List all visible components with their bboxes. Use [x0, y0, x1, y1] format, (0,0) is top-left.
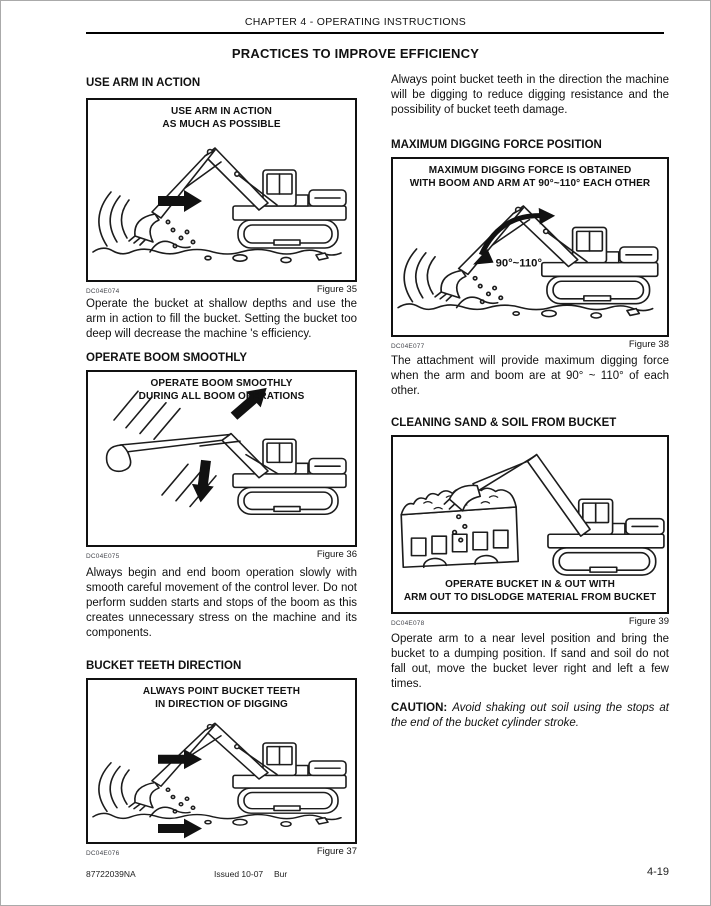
- figure-caption-line: MAXIMUM DIGGING FORCE IS OBTAINED: [428, 165, 632, 176]
- figure-caption-line: DURING ALL BOOM OPERATIONS: [138, 391, 305, 402]
- figure-35-box: [86, 98, 357, 282]
- figure-caption-line: ARM OUT TO DISLODGE MATERIAL FROM BUCKET: [403, 592, 657, 603]
- figure-36-box: [86, 370, 357, 547]
- heading-cleaning-sand-soil: CLEANING SAND & SOIL FROM BUCKET: [391, 417, 617, 429]
- figure-38-box: [391, 157, 669, 337]
- figure-37-meta: [86, 846, 357, 857]
- heading-bucket-teeth-direction: BUCKET TEETH DIRECTION: [86, 660, 242, 672]
- figure-label: Figure 38: [628, 339, 669, 350]
- figure-35-meta: [86, 284, 357, 295]
- paragraph-operate-boom: Always begin and end boom operation slowly with smooth careful movement of the control lever. Do not perform sudden starts and stops of the boom as this creates unnecessary stress on the machine and its components.: [86, 567, 357, 639]
- figure-caption-line: OPERATE BOOM SMOOTHLY: [150, 378, 293, 389]
- angle-label: 90°~110°: [495, 257, 542, 270]
- figure-caption-line: ALWAYS POINT BUCKET TEETH: [142, 686, 301, 697]
- figure-caption-line: IN DIRECTION OF DIGGING: [155, 699, 288, 710]
- figure-label: Figure 35: [316, 284, 357, 295]
- heading-operate-boom-smoothly: OPERATE BOOM SMOOTHLY: [86, 352, 248, 364]
- figure-code: DC04E074: [86, 288, 120, 295]
- paragraph-bucket-teeth: Always point bucket teeth in the direction the machine will be digging to reduce digging resistance and the possibility of bucket teeth damage.: [391, 74, 669, 116]
- figure-caption-line: AS MUCH AS POSSIBLE: [162, 119, 281, 130]
- arrow-right-icon: [158, 819, 202, 839]
- figure-code: DC04E076: [86, 850, 120, 857]
- heading-maximum-digging-force: MAXIMUM DIGGING FORCE POSITION: [391, 139, 602, 151]
- figure-caption-line: WITH BOOM AND ARM AT 90°~110° EACH OTHER: [409, 178, 651, 189]
- figure-caption-line: OPERATE BUCKET IN & OUT WITH: [445, 579, 615, 590]
- figure-37-caption: [88, 685, 355, 711]
- paragraph-max-digging: The attachment will provide maximum digging force when the arm and boom are at 90° ~ 110° of each other.: [391, 355, 669, 397]
- caution-label: CAUTION:: [391, 702, 448, 714]
- left-column: [86, 1, 357, 906]
- excavator-icon: [107, 391, 346, 514]
- arrow-down-icon: [190, 459, 217, 504]
- figure-39-caption: [393, 578, 667, 604]
- figure-label: Figure 36: [316, 549, 357, 560]
- figure-36-meta: [86, 549, 357, 560]
- caution-note: [391, 701, 669, 731]
- figure-code: DC04E078: [391, 620, 425, 627]
- figure-39-box: [391, 435, 669, 614]
- figure-38-meta: [391, 339, 669, 350]
- paragraph-use-arm: Operate the bucket at shallow depths and use the arm in action to fill the bucket. Setting the bucket too deep will decrease the machine 's efficiency.: [86, 298, 357, 340]
- right-column: [391, 1, 669, 906]
- figure-label: Figure 37: [316, 846, 357, 857]
- figure-36-caption: [88, 377, 355, 403]
- excavator-icon: [93, 723, 346, 826]
- figure-code: DC04E077: [391, 343, 425, 350]
- figure-code: DC04E075: [86, 553, 120, 560]
- figure-35-caption: [88, 105, 355, 131]
- figure-37-box: [86, 678, 357, 844]
- paragraph-cleaning: Operate arm to a near level position and bring the bucket to a dumping position. If sand and soil do not fall out, move the bucket lever right and left a few times.: [391, 633, 669, 690]
- figure-caption-line: USE ARM IN ACTION: [171, 106, 272, 117]
- chapter-header: CHAPTER 4 - OPERATING INSTRUCTIONS: [244, 16, 467, 28]
- figure-label: Figure 39: [628, 616, 669, 627]
- heading-use-arm-in-action: USE ARM IN ACTION: [86, 77, 201, 89]
- footer-page-number: 4-19: [646, 866, 669, 878]
- caution-text: Avoid shaking out soil using the stops at the end of the bucket cylinder stroke.: [391, 702, 669, 729]
- footer-issued: Issued 10-07: [214, 869, 264, 879]
- figure-38-caption: [393, 164, 667, 190]
- footer-part-number: 87722039NA: [86, 869, 136, 879]
- excavator-icon: [93, 148, 346, 263]
- footer-region: Bur: [274, 869, 288, 879]
- page-title: PRACTICES TO IMPROVE EFFICIENCY: [231, 46, 480, 61]
- figure-39-meta: [391, 616, 669, 627]
